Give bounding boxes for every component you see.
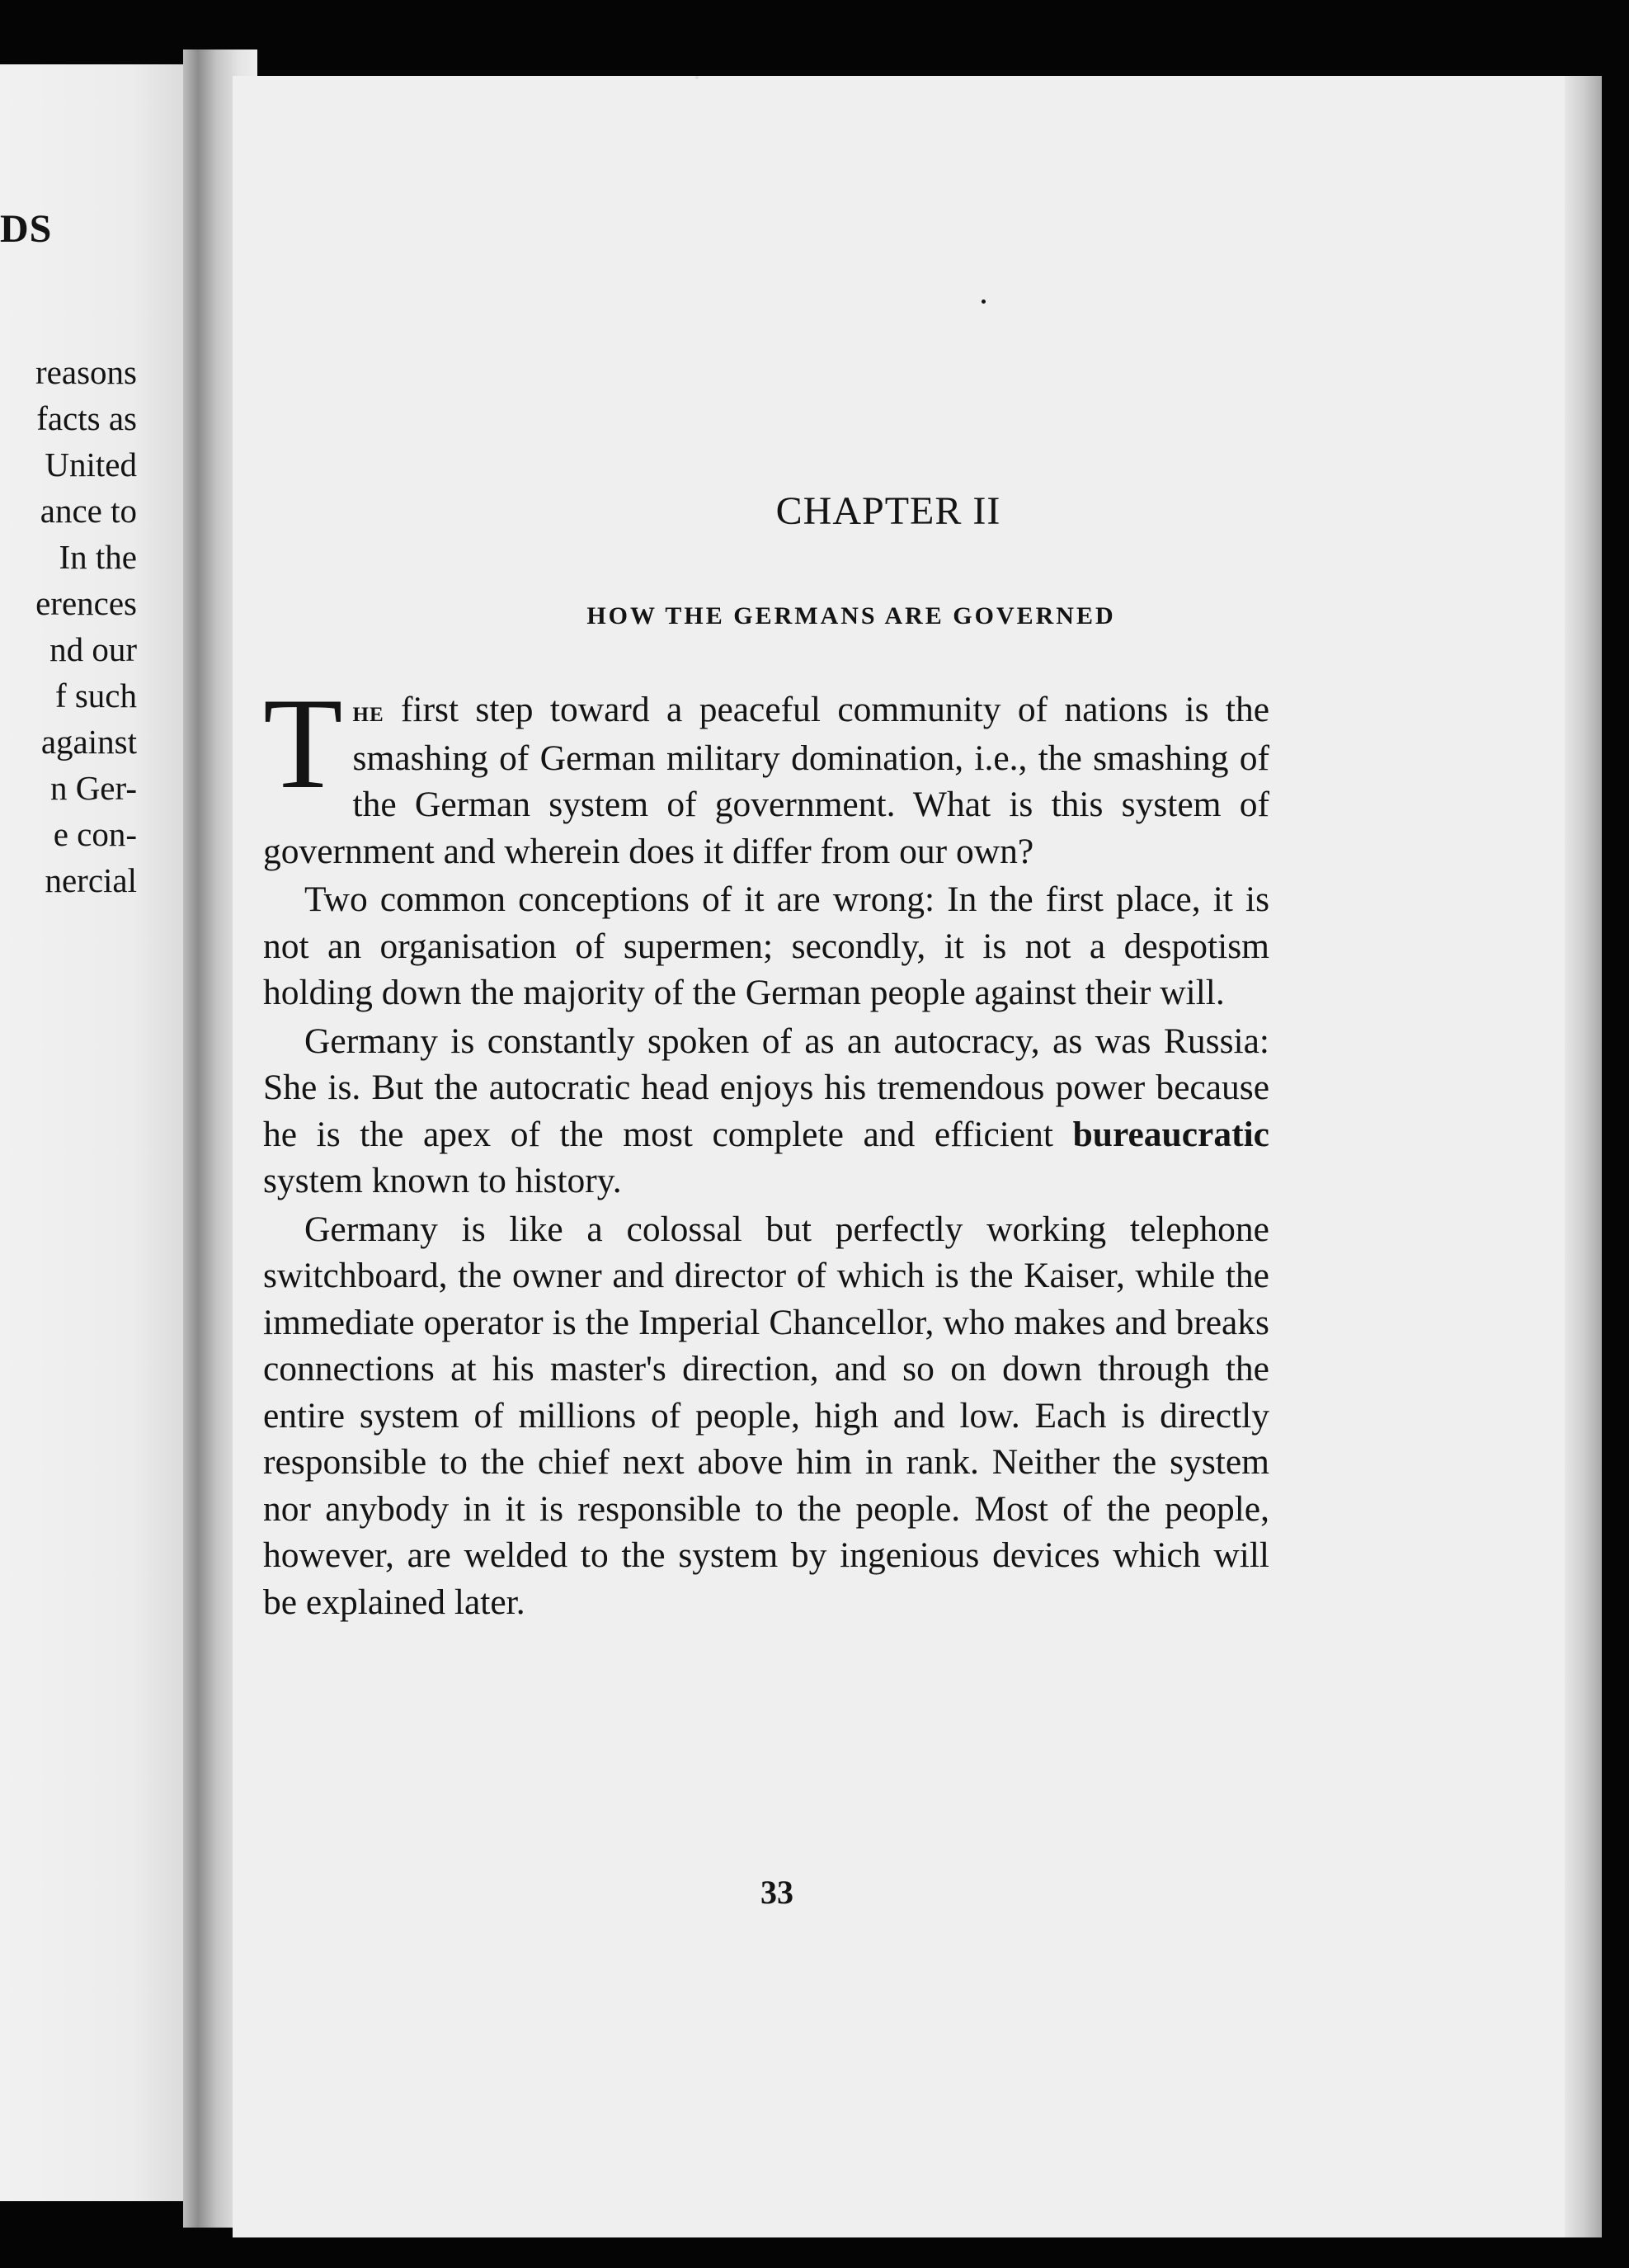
left-line: f such: [54, 677, 137, 714]
right-page: [233, 76, 1602, 2237]
left-line: erences: [35, 584, 137, 622]
left-line: against: [40, 723, 137, 761]
paragraph-1: [263, 672, 1269, 875]
page-edge-shadow: [1565, 76, 1602, 2237]
left-line: nercial: [45, 861, 137, 899]
left-page-running-header: DS: [0, 207, 53, 251]
left-page-text-fragments: [35, 349, 137, 903]
paragraph-3-text-a: Germany is constantly spoken of as an autocracy, as was Russia: She is. But the autocratic head enjoys his tremendous power because he is the apex of the most complete and efficient: [263, 1021, 1269, 1154]
drop-cap: T: [263, 672, 343, 816]
chapter-subtitle: HOW THE GERMANS ARE GOVERNED: [586, 602, 1116, 629]
paragraph-4: Germany is like a colossal but perfectly working telephone switchboard, the owner and director of which is the Kaiser, while the immediate operator is the Imperial Chancellor, who makes and breaks connections at his master's direction, and so on down through the entire system of millions of people, high and low. Each is directly responsible to the chief next above him in rank. Neither the system nor anybody in it is responsible to the people. Most of the people, however, are welded to the system by ingenious devices which will be explained later.: [263, 1209, 1269, 1622]
left-line: reasons: [35, 353, 137, 391]
left-line: n Ger-: [49, 769, 137, 807]
left-line: nd our: [49, 630, 137, 668]
left-line: facts as: [36, 399, 137, 437]
scan-speck: [982, 299, 986, 304]
paragraph-3: [263, 1018, 1269, 1205]
left-facing-page: [0, 64, 190, 2201]
emphasis-word: bureaucratic: [1072, 1114, 1269, 1154]
paragraph-2: Two common conceptions of it are wrong: In the first place, it is not an organisation of supermen; secondly, it is not a despotism holding down the majority of the German people against their will.: [263, 879, 1269, 1012]
page-number: 33: [760, 1874, 793, 1911]
scan-speck: [695, 76, 699, 79]
paragraph-3-text-b: system known to history.: [263, 1161, 622, 1200]
paragraph-1-text: first step toward a peaceful community of nations is the smashing of German military domination, i.e., the smashing of the German system of government. What is this system of government and wherein does it differ from our own?: [263, 690, 1269, 871]
chapter-title: CHAPTER II: [775, 489, 1001, 533]
left-line: United: [45, 446, 137, 483]
small-caps-lead: he: [352, 695, 384, 728]
left-line: ance to: [40, 492, 137, 530]
left-line: e con-: [53, 815, 137, 853]
left-line: In the: [59, 538, 137, 576]
chapter-body: [263, 672, 1269, 1625]
